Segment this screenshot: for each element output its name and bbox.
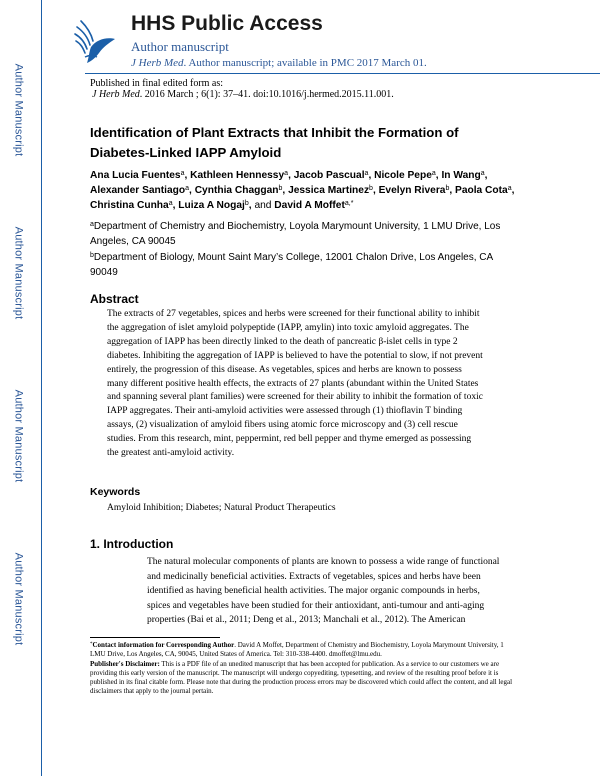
author-name: Jacob Pascual <box>293 170 365 181</box>
corresponding-author-text: . David A Moffet, Department of Chemistry and Biochemistry, Loyola Marymount University, 1 LMU Drive, Los Angeles, CA, 90045, United States of America. Tel: 310-338-4400. dmoffet@lmu.edu. <box>90 641 504 659</box>
author-affiliation-mark: a <box>168 200 173 208</box>
abstract-line: many different positive health effects, the extracts of 27 plants (abundant within the United States <box>107 378 479 389</box>
sidebar-label-4: Author Manuscript <box>12 552 25 646</box>
author-list: Ana Lucia Fuentes$^a$, Kathleen Hennessy$^a$, Jacob Pascual$^a$, Nicole Pepe$^a$, In Wang$^a$, Alexander Santiago$^a$, Cynthia Chaggan$^b$, Jessica Martinez$^b$, Evelyn Rivera$^b$, Paola Cota$^a$, Christina Cunha$^a$, Luiza A Nogaj$^b$, and David A Moffet$^{a,*}$ <box>90 170 515 212</box>
publisher-disclaimer <box>90 660 515 697</box>
sidebar-divider <box>41 0 42 776</box>
author-name: Paola Cota <box>455 185 508 197</box>
author-affiliation-mark: a <box>507 185 512 193</box>
author-affiliation-mark: b <box>445 185 450 193</box>
footnotes <box>90 641 515 697</box>
introduction-line: and medicinally beneficial activities. Extracts of vegetables, spices and herbs have been <box>147 571 481 582</box>
abstract-line: The extracts of 27 vegetables, spices and herbs were screened for their functional ability to inhibit <box>107 309 480 319</box>
disclaimer-label: Publisher's Disclaimer: <box>90 659 160 668</box>
sidebar-label-2: Author Manuscript <box>12 226 25 320</box>
author-name: Alexander Santiago <box>90 185 186 197</box>
brand-title: HHS Public Access <box>131 12 323 35</box>
corresponding-author-note <box>90 641 515 660</box>
abstract-line: studies. From this research, mint, peppermint, red bell pepper and thyme emerged as possessing <box>107 434 472 445</box>
author-affiliation-mark: a <box>431 170 436 177</box>
author-name: Christina Cunha <box>90 200 169 212</box>
author-name: In Wang <box>441 170 481 181</box>
paper-title: Identification of Plant Extracts that Inhibit the Formation of Diabetes-Linked IAPP Amyloid <box>90 125 459 160</box>
journal-abbrev: J Herb Med <box>131 57 184 69</box>
abstract-body <box>107 308 512 461</box>
journal-availability <box>131 56 427 70</box>
author-affiliation-mark: a <box>364 170 369 177</box>
author-affiliation-mark: a <box>180 170 185 177</box>
author-affiliation-mark: a <box>185 185 190 193</box>
author-affiliation-mark: b <box>278 185 283 193</box>
author-name: Evelyn Rivera <box>378 185 446 197</box>
author-affiliation-mark: b <box>369 185 373 193</box>
abstract-line: IAPP aggregates. Their anti-amyloid activities were assessed through (1) thioflavin T binding <box>107 406 463 417</box>
affiliation-text: Department of Chemistry and Biochemistry, Loyola Marymount University, 1 LMU Drive, Los Angeles, CA 90045 <box>90 221 501 248</box>
citation <box>92 88 394 101</box>
affiliation-mark: b <box>90 252 94 259</box>
abstract-line: diabetes. Inhibiting the aggregation of IAPP is believed to have the potential to slow, if not prevent <box>107 350 483 361</box>
author-affiliation-mark: a,* <box>344 200 354 208</box>
hhs-eagle-logo-icon <box>73 17 117 65</box>
abstract-line: the aggregation of islet amyloid polypeptide (IAPP, amylin) into toxic amyloid aggregates. The <box>107 322 469 333</box>
author-name: Luiza A Nogaj <box>178 200 245 212</box>
author-manuscript-label: Author manuscript <box>131 39 229 54</box>
author-name: Kathleen Hennessy <box>190 170 285 181</box>
author-conjunction: and <box>254 200 272 212</box>
abstract-line: aggregation of IAPP has been directly linked to the death of pancreatic β-islet cells in type 2 <box>107 336 458 347</box>
affiliation-a <box>90 219 510 249</box>
author-name: Ana Lucia Fuentes <box>90 170 181 181</box>
introduction-line: identified as having beneficial health activities. The major organic compounds in herbs, <box>147 586 480 597</box>
author-name: Cynthia Chaggan <box>194 185 279 197</box>
affiliation-text: Department of Biology, Mount Saint Mary’s College, 12001 Chalon Drive, Los Angeles, CA 90049 <box>90 252 493 279</box>
introduction-heading: 1. Introduction <box>90 537 174 551</box>
abstract-line: assays, (2) visualization of amyloid fibers using atomic force microscopy and (3) cell rescue <box>107 420 458 431</box>
introduction-line: The natural molecular components of plants are known to possess a wide range of functional <box>147 557 500 567</box>
abstract-line: the greatest anti-amyloid activity. <box>107 448 235 459</box>
citation-details: . 2016 March ; 6(1): 37–41. doi:10.1016/j.hermed.2015.11.001. <box>139 89 394 100</box>
keywords-heading: Keywords <box>90 486 141 498</box>
author-name: Nicole Pepe <box>374 170 432 181</box>
author-name: David A Moffet <box>274 200 345 212</box>
published-label: Published in final edited form as: <box>90 78 224 89</box>
introduction-line: properties (Bai et al., 2011; Deng et al., 2013; Manchali et al., 2012). The American <box>147 615 466 626</box>
corresponding-author-label: Contact information for Corresponding Author <box>92 641 235 649</box>
keywords-list: Amyloid Inhibition; Diabetes; Natural Product Therapeutics <box>107 503 336 513</box>
header-divider <box>85 73 600 74</box>
footnote-divider <box>90 637 220 638</box>
disclaimer-text: This is a PDF file of an unedited manuscript that has been accepted for publication. As a service to our customers we are providing this early version of the manuscript. The manuscript will undergo copyediting, typesetting, and review of the resulting proof before it is published in its final citable form. Please note that during the production process errors may be discovered which could affect the content, and all legal disclaimers that apply to the journal pertain. <box>90 659 513 696</box>
footnote-mark: * <box>90 642 93 647</box>
sidebar-label-1: Author Manuscript <box>12 63 25 157</box>
introduction-line: spices and vegetables have been studied for their antioxidant, anti-tumour and anti-aging <box>147 600 485 611</box>
affiliation-b <box>90 250 510 280</box>
abstract-line: and spanning several plant families) were screened for their ability to inhibit the formation of toxic <box>107 392 483 403</box>
introduction-body <box>147 555 512 628</box>
author-affiliation-mark: a <box>480 170 485 177</box>
citation-journal: J Herb Med <box>92 89 140 100</box>
sidebar-label-3: Author Manuscript <box>12 389 25 483</box>
affiliation-mark: a <box>90 221 94 228</box>
availability-text: . Author manuscript; available in PMC 2017 March 01. <box>183 57 427 69</box>
author-name: Jessica Martinez <box>288 185 370 197</box>
abstract-heading: Abstract <box>90 292 139 306</box>
abstract-line: entirely, the progression of this disease. As vegetables, spices and herbs are known to possess <box>107 364 462 375</box>
author-affiliation-mark: b <box>244 200 249 208</box>
author-affiliation-mark: a <box>284 170 289 177</box>
